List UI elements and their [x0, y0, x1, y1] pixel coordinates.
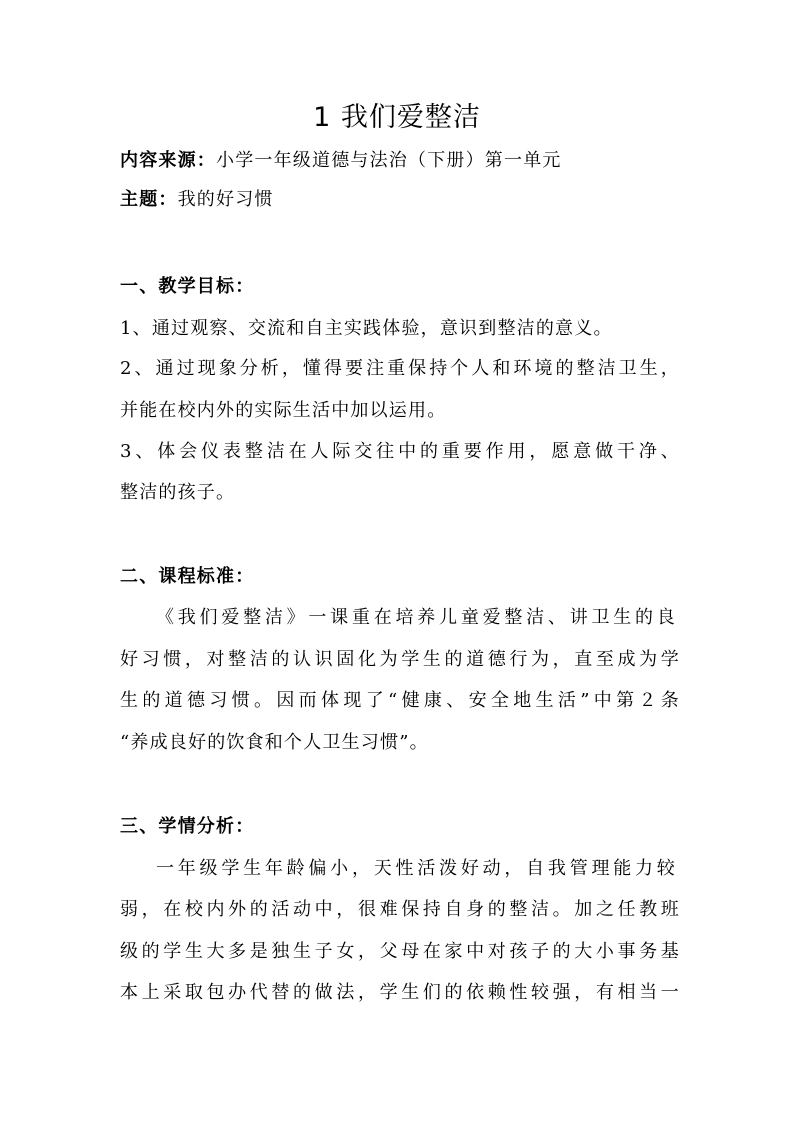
standards-paragraph-line: 生的道德习惯。因而体现了“健康、安全地生活”中第２条 — [120, 690, 680, 711]
objectives-line: 并能在校内外的实际生活中加以运用。 — [120, 400, 447, 421]
analysis-paragraph-line: 一年级学生年龄偏小，天性活泼好动，自我管理能力较 — [156, 858, 676, 879]
content-source-line — [120, 146, 680, 176]
analysis-paragraph-line: 弱，在校内外的活动中，很难保持自身的整洁。加之任教班 — [120, 899, 680, 920]
section-heading-objectives: 一、教学目标： — [120, 276, 255, 297]
section-heading-standards: 二、课程标准： — [120, 566, 255, 587]
analysis-paragraph-line: 本上采取包办代替的做法，学生们的依赖性较强，有相当一 — [120, 982, 680, 1003]
theme-value: 我的好习惯 — [177, 189, 274, 210]
standards-paragraph-line: 《我们爱整洁》一课重在培养儿童爱整洁、讲卫生的良 — [156, 607, 676, 628]
standards-paragraph-line: 好习惯，对整洁的认识固化为学生的道德行为，直至成为学 — [120, 649, 680, 670]
objectives-line: 整洁的孩子。 — [120, 482, 236, 503]
theme-line — [120, 185, 680, 215]
objectives-line: 2、通过现象分析，懂得要注重保持个人和环境的整洁卫生， — [120, 358, 680, 379]
objectives-line: 1、通过观察、交流和自主实践体验，意识到整洁的意义。 — [120, 318, 613, 339]
content-source-label: 内容来源： — [120, 150, 216, 171]
standards-paragraph-line: “养成良好的饮食和个人卫生习惯”。 — [120, 732, 429, 753]
content-source-value: 小学一年级道德与法治（下册）第一单元 — [216, 150, 562, 171]
page-title: 1 我们爱整洁 — [313, 102, 481, 133]
section-heading-analysis: 三、学情分析： — [120, 816, 255, 837]
objectives-line: 3、体会仪表整洁在人际交往中的重要作用，愿意做干净、 — [120, 441, 680, 462]
analysis-paragraph-line: 级的学生大多是独生子女，父母在家中对孩子的大小事务基 — [120, 941, 680, 962]
theme-label: 主题： — [120, 189, 178, 210]
